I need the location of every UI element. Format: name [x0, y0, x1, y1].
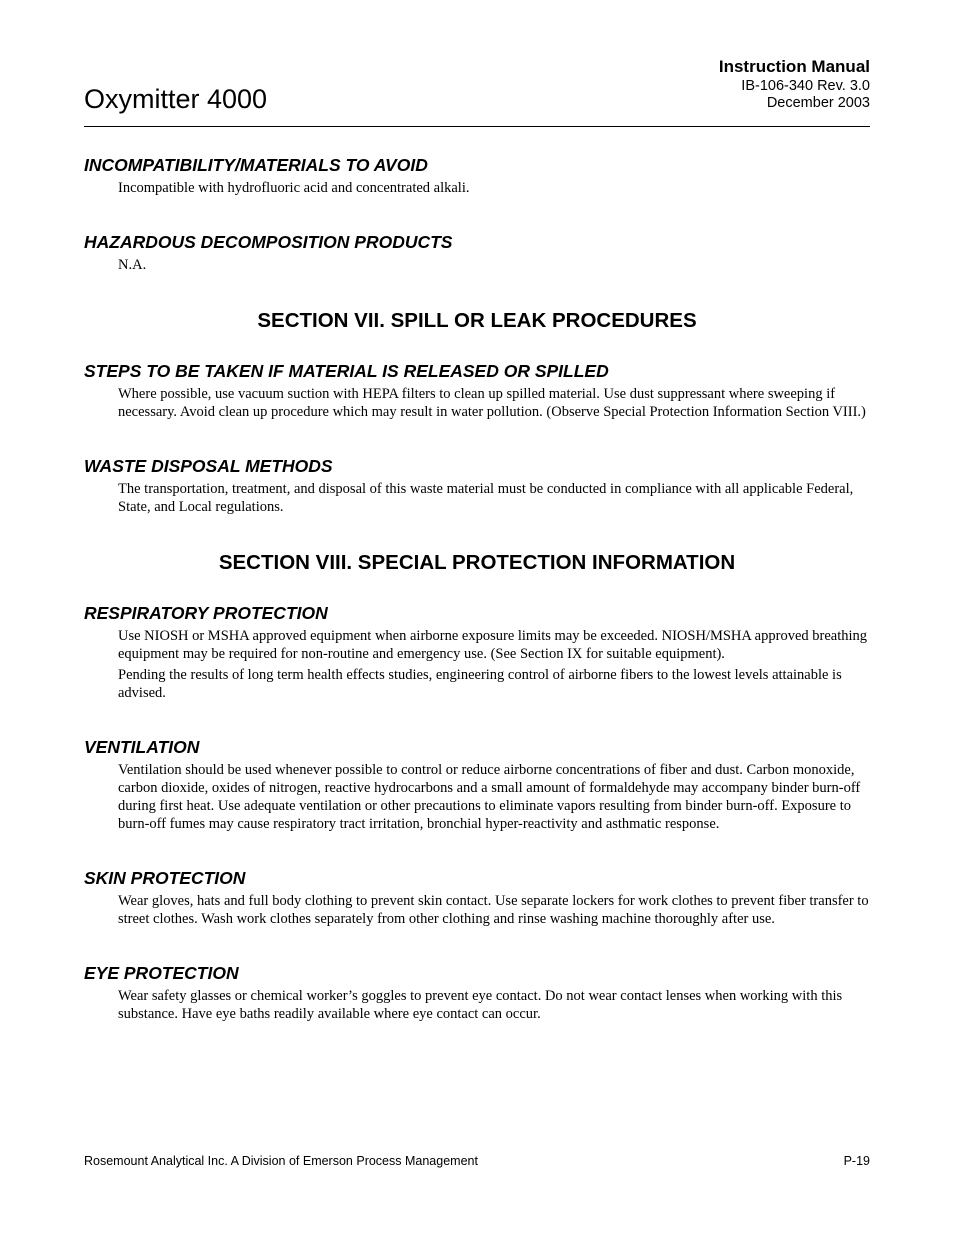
- eye-protection-text: Wear safety glasses or chemical worker’s goggles to prevent eye contact. Do not wear contact lenses when working with this substance. Have eye baths readily available where eye contact can occur.: [118, 988, 843, 1022]
- respiratory-text-2: Pending the results of long term health effects studies, engineering control of airborne fibers to the lowest levels attainable is advised.: [118, 667, 842, 701]
- doc-date: December 2003: [766, 95, 870, 111]
- page-header: [84, 56, 870, 127]
- respiratory-text-1: Use NIOSH or MSHA approved equipment when airborne exposure limits may be exceeded. NIOSH/MSHA approved breathing equipment may be required for non-routine and emergency use. (See Section IX for suitable equipment).: [118, 628, 868, 662]
- manual-title: Instruction Manual: [718, 57, 870, 76]
- section-vii-title: SECTION VII. SPILL OR LEAK PROCEDURES: [257, 309, 697, 332]
- eye-protection-heading: EYE PROTECTION: [84, 963, 239, 983]
- hazardous-decomposition-text: N.A.: [118, 257, 147, 273]
- page-content: [84, 154, 870, 1023]
- manual-info: [719, 56, 870, 112]
- ventilation-heading: VENTILATION: [84, 737, 200, 757]
- page-number: P-19: [843, 1154, 870, 1168]
- incompatibility-text: Incompatible with hydrofluoric acid and concentrated alkali.: [118, 180, 470, 196]
- skin-protection-heading: SKIN PROTECTION: [84, 868, 246, 888]
- section-viii-title: SECTION VIII. SPECIAL PROTECTION INFORMATION: [218, 551, 736, 574]
- skin-protection-text: Wear gloves, hats and full body clothing to prevent skin contact. Use separate lockers for work clothes to prevent fiber transfer to street clothes. Wash work clothes separately from other clothing and rinse washing machine thoroughly after use.: [118, 893, 869, 927]
- waste-disposal-heading: WASTE DISPOSAL METHODS: [84, 456, 333, 476]
- spill-steps-heading: STEPS TO BE TAKEN IF MATERIAL IS RELEASED OR SPILLED: [84, 361, 609, 381]
- footer-company: Rosemount Analytical Inc. A Division of Emerson Process Management: [84, 1154, 478, 1168]
- hazardous-decomposition-heading: HAZARDOUS DECOMPOSITION PRODUCTS: [84, 232, 453, 252]
- respiratory-heading: RESPIRATORY PROTECTION: [84, 603, 328, 623]
- doc-id: IB-106-340 Rev. 3.0: [741, 78, 870, 94]
- incompatibility-heading: INCOMPATIBILITY/MATERIALS TO AVOID: [84, 155, 428, 175]
- waste-disposal-text: The transportation, treatment, and disposal of this waste material must be conducted in compliance with all applicable Federal, State, and Local regulations.: [118, 481, 854, 515]
- product-title: Oxymitter 4000: [84, 84, 268, 114]
- ventilation-text: Ventilation should be used whenever possible to control or reduce airborne concentrations of fiber and dust. Carbon monoxide, carbon dioxide, oxides of nitrogen, reactive hydrocarbons and a small amount of formaldehyde may accompany binder burn-off during first heat. Use adequate ventilation or other precautions to eliminate vapors resulting from binder burn-off. Exposure to burn-off fumes may cause respiratory tract irritation, bronchial hyper-reactivity and asthmatic response.: [118, 762, 861, 832]
- spill-steps-text: Where possible, use vacuum suction with HEPA filters to clean up spilled material. Use dust suppressant where sweeping if necessary. Avoid clean up procedure which may result in water pollution. (Observe Special Protection Information Section VIII.): [118, 386, 866, 420]
